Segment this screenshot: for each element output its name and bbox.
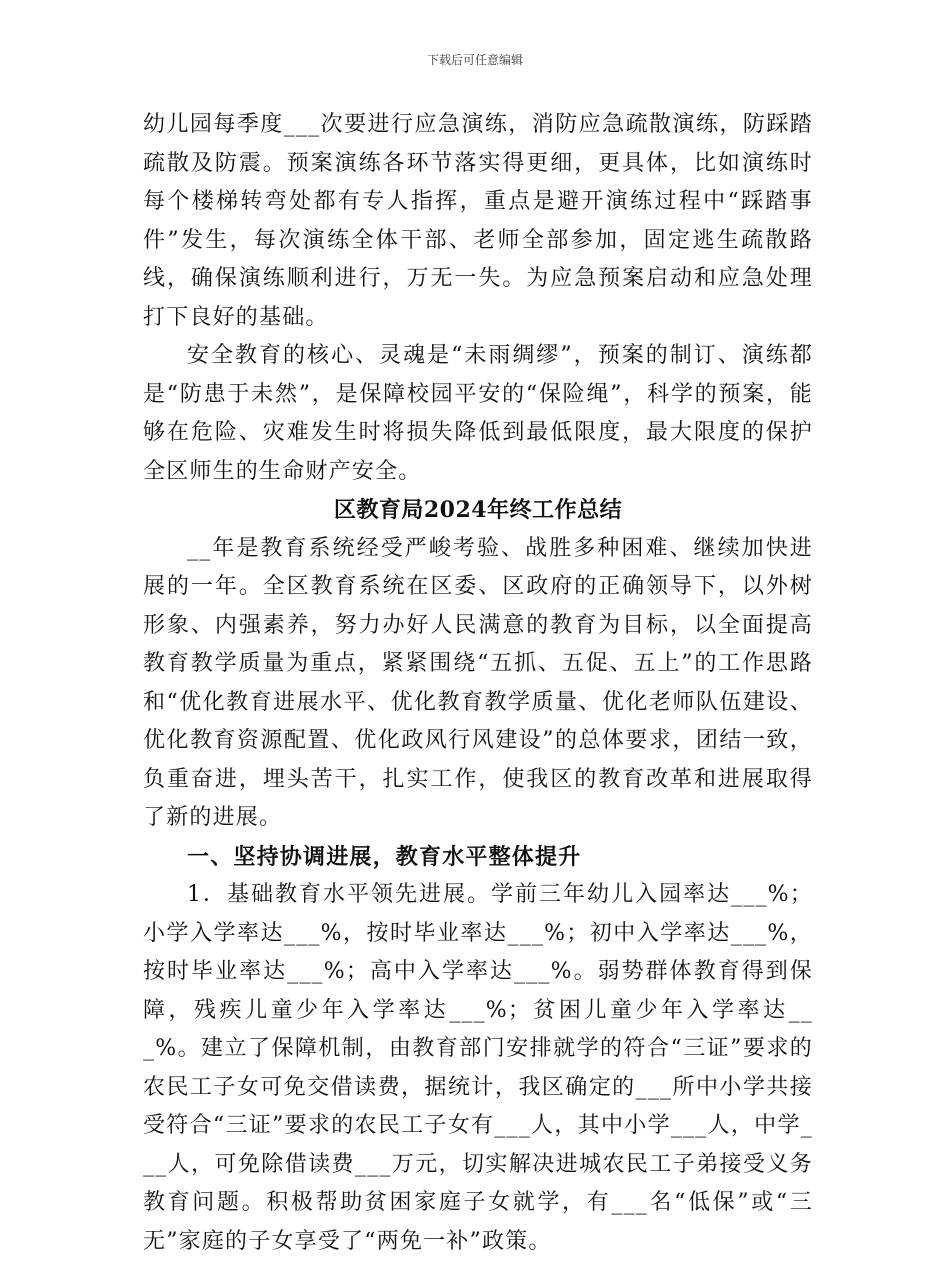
paragraph-emergency-drills: 幼儿园每季度___次要进行应急演练，消防应急疏散演练，防踩踏疏散及防震。预案演练各环节落实得更细，更具体，比如演练时每个楼梯转弯处都有专人指挥，重点是避开演练过程中“踩踏事件”发生，每次演练全体干部、老师全部参加，固定逃生疏散路线，确保演练顺利进行，万无一失。为应急预案启动和应急处理打下良好的基础。 [143, 112, 813, 330]
paragraph-basic-education: 1．基础教育水平领先进展。学前三年幼儿入园率达___%；小学入学率达___%，按时毕业率达___%；初中入学率达___%，按时毕业率达___%；高中入学率达___%。弱势群体教育得到保障，残疾儿童少年入学率达___%；贫困儿童少年入学率达___%。建立了保障机制，由教育部门安排就学的符合“三证”要求的农民工子女可免交借读费，据统计，我区确定的___所中小学共接受符合“三证”要求的农民工子女有___人，其中小学___人，中学___人，可免除借读费___万元，切实解决进城农民工子弟接受义务教育问题。积极帮助贫困家庭子女就学，有___名“低保”或“三无”家庭的子女享受了“两免一补”政策。 [143, 882, 813, 1254]
document-title: 区教育局2024年终工作总结 [333, 497, 623, 523]
paragraph-safety-education: 安全教育的核心、灵魂是“未雨绸缪”，预案的制订、演练都是“防患于未然”，是保障校园平安的“保险绳”，科学的预案，能够在危险、灾难发生时将损失降低到最低限度，最大限度的保护全区师生的生命财产安全。 [143, 343, 813, 484]
document-body [143, 106, 813, 1261]
paragraph-intro: __年是教育系统经受严峻考验、战胜多种困难、继续加快进展的一年。全区教育系统在区委、区政府的正确领导下，以外树形象、内强素养，努力办好人民满意的教育为目标，以全面提高教育教学质量为重点，紧紧围绕“五抓、五促、五上”的工作思路和“优化教育进展水平、优化教育教学质量、优化老师队伍建设、优化教育资源配置、优化政风行风建设”的总体要求，团结一致，负重奋进，埋头苦干，扎实工作，使我区的教育改革和进展取得了新的进展。 [143, 535, 813, 830]
page-header: 下载后可任意编辑 [426, 53, 523, 67]
section-heading-1: 一、坚持协调进展，教育水平整体提升 [187, 843, 582, 870]
